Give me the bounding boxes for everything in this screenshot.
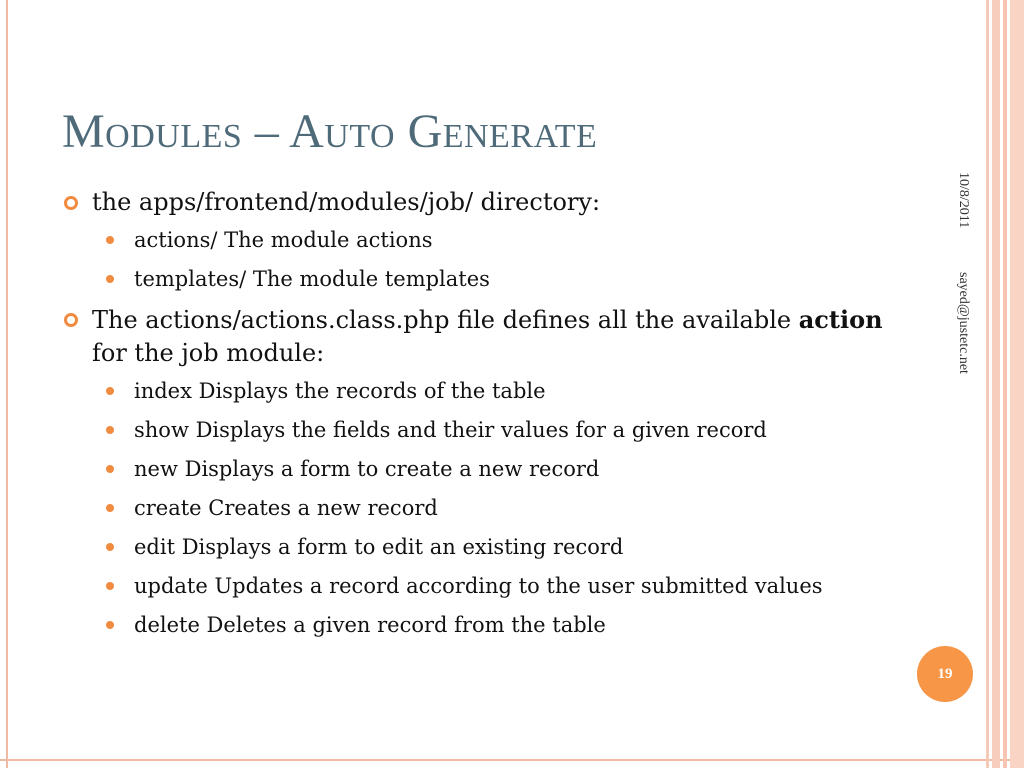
dot-bullet-icon [106, 275, 114, 283]
bullet-bold-text: action [798, 305, 883, 334]
dot-bullet-icon [106, 387, 114, 395]
sub-bullet-item [62, 571, 892, 602]
sub-bullet-item [62, 454, 892, 485]
dot-bullet-icon [106, 426, 114, 434]
slide-date: 10/8/2011 [956, 172, 971, 229]
ring-bullet-icon [64, 196, 78, 210]
page-number-badge [917, 646, 973, 702]
sub-bullet-item [62, 415, 892, 446]
author-email: sayed@justetc.net [956, 272, 971, 374]
sub-bullet-item [62, 376, 892, 407]
sub-bullet-text: new Displays a form to create a new record [134, 457, 600, 481]
right-stripe [1003, 0, 1007, 768]
frame-bottom-line [0, 759, 1024, 761]
right-stripe [1010, 0, 1024, 768]
bullet-item [62, 303, 892, 370]
frame-left-line [6, 0, 8, 768]
bullet-item [62, 186, 892, 219]
ring-bullet-icon [64, 313, 78, 327]
sub-bullet-item [62, 493, 892, 524]
dot-bullet-icon [106, 236, 114, 244]
dot-bullet-icon [106, 621, 114, 629]
sub-bullet-item [62, 264, 892, 295]
sub-bullet-text: delete Deletes a given record from the table [134, 613, 606, 637]
sub-bullet-item [62, 610, 892, 641]
sub-bullet-list [62, 376, 892, 641]
bullet-text-part: for the job module: [92, 339, 325, 367]
dot-bullet-icon [106, 582, 114, 590]
right-stripe [992, 0, 1000, 768]
sub-bullet-text: show Displays the fields and their values for a given record [134, 418, 767, 442]
sub-bullet-text: templates/ The module templates [134, 267, 490, 291]
sub-bullet-text: create Creates a new record [134, 496, 438, 520]
sub-bullet-text: actions/ The module actions [134, 228, 433, 252]
sub-bullet-text: index Displays the records of the table [134, 379, 546, 403]
dot-bullet-icon [106, 504, 114, 512]
sub-bullet-item [62, 225, 892, 256]
bullet-text-part: The actions/actions.class.php file defines all the available [92, 306, 799, 334]
dot-bullet-icon [106, 465, 114, 473]
page-number: 19 [937, 665, 953, 682]
sub-bullet-item [62, 532, 892, 563]
dot-bullet-icon [106, 543, 114, 551]
sub-bullet-text: edit Displays a form to edit an existing record [134, 535, 624, 559]
sub-bullet-list [62, 225, 892, 295]
bullet-text: the apps/frontend/modules/job/ directory: [92, 188, 601, 216]
slide-title: Modules – Auto Generate [62, 105, 598, 158]
sub-bullet-text: update Updates a record according to the user submitted values [134, 574, 823, 598]
slide-content [62, 186, 892, 649]
right-stripe [986, 0, 989, 768]
